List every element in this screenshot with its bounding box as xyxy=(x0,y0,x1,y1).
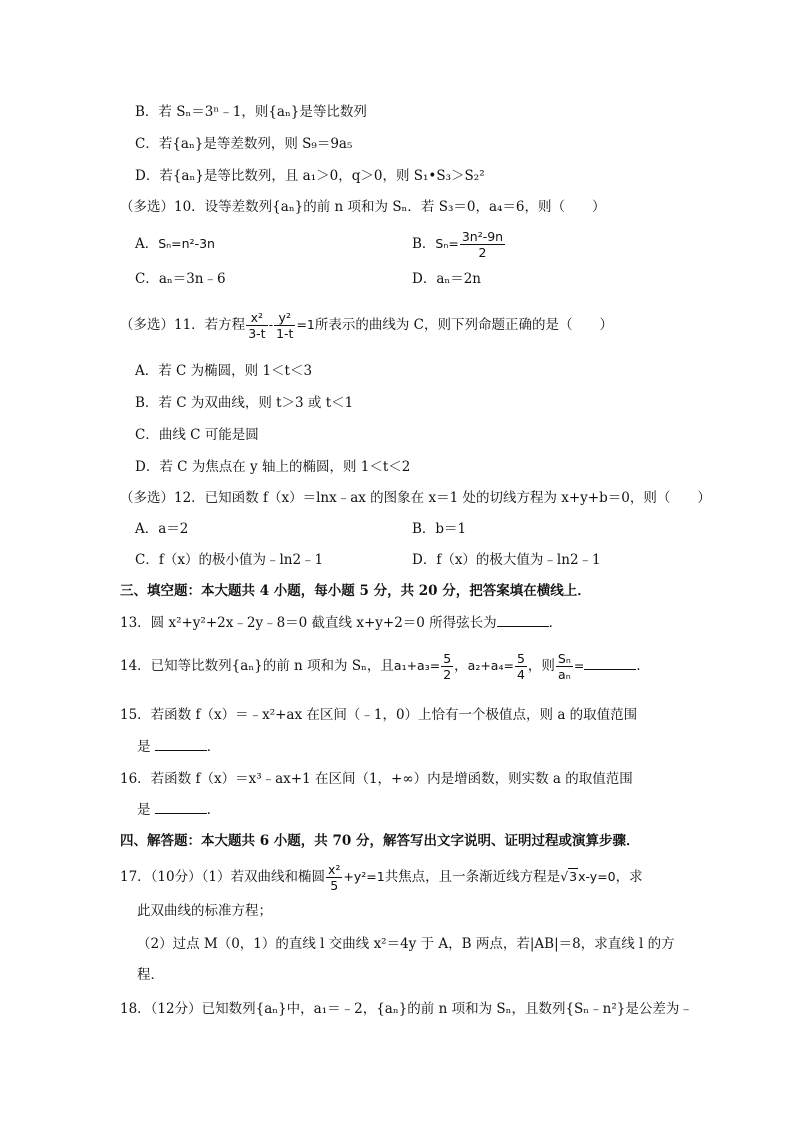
q18-line-1: 18．（12分）已知数列{aₙ}中，a₁＝﹣2，{aₙ}的前 n 项和为 Sₙ，且数列{Sₙ﹣n²}是公差为﹣ xyxy=(120,1001,693,1017)
section-3-heading: 三、填空题：本大题共 4 小题，每小题 5 分，共 20 分，把答案填在横线上． xyxy=(120,583,591,599)
q14-ratio: $\frac{\text{Sₙ}}{\text{aₙ}}$ xyxy=(557,651,571,682)
q10-b-fraction: $\frac{\text{3n²-9n}}{2}$ xyxy=(461,229,504,260)
q17-line-4: 程． xyxy=(137,967,164,983)
prev-option-c: C．若{aₙ}是等差数列，则 S₉＝9a₅ xyxy=(135,136,353,152)
q13-answer-blank xyxy=(497,614,549,627)
q11-option-a: A．若 C 为椭圆，则 1＜t＜3 xyxy=(135,363,313,379)
q10-option-a-math: Sₙ=n²-3n xyxy=(158,236,215,251)
q11-option-d: D．若 C 为焦点在 y 轴上的椭圆，则 1＜t＜2 xyxy=(135,459,411,475)
q11-stem: （多选）11．若方程 $\frac{\text{x²}}{3-t}$ - $\frac{\text{y²}}{1-t}$ =1所表示的曲线为 C，则下列命题正确的是（ ） xyxy=(120,310,614,341)
q17-line-3: （2）过点 M（0，1）的直线 l 交曲线 x²＝4y 于 A，B 两点，若|AB|＝8，求直线 l 的方 xyxy=(137,936,675,952)
q15-answer-blank xyxy=(155,738,207,751)
q10-option-c: C．aₙ＝3n﹣6 xyxy=(135,271,226,287)
q14-answer-blank xyxy=(584,657,636,670)
q16-line-1: 16．若函数 f（x）＝x³﹣ax+1 在区间（1，+∞）内是增函数，则实数 a 的取值范围 xyxy=(120,771,633,787)
prev-option-b: B．若 Sₙ＝3ⁿ﹣1，则{aₙ}是等比数列 xyxy=(135,104,367,120)
q10-stem: （多选）10．设等差数列{aₙ}的前 n 项和为 Sₙ．若 S₃＝0，a₄＝6，则（ ） xyxy=(120,199,606,215)
prev-option-d: D．若{aₙ}是等比数列，且 a₁＞0，q＞0，则 S₁•S₃＞S₂² xyxy=(135,168,485,184)
q17-line-2: 此双曲线的标准方程； xyxy=(137,903,272,919)
q16-line-2: 是 ． xyxy=(137,802,221,818)
q15-line-2: 是 ． xyxy=(137,739,221,755)
q14-fraction-1: $\frac{5}{2}$ xyxy=(443,651,452,682)
q12-option-a: A．a＝2 xyxy=(135,521,189,537)
q11-fraction-x: $\frac{\text{x²}}{3-t}$ xyxy=(248,310,266,341)
q10-option-b: B．Sₙ= $\frac{\text{3n²-9n}}{2}$ xyxy=(412,229,504,260)
q17-line-1: 17．（10分）（1）若双曲线和椭圆 $\frac{\text{x²}}{5}$ +y²=1共焦点，且一条渐近线方程是√3x-y=0，求 xyxy=(120,858,643,896)
q12-option-d: D．f（x）的极大值为﹣ln2﹣1 xyxy=(412,552,601,568)
q15-line-1: 15．若函数 f（x）＝﹣x²+ax 在区间（﹣1，0）上恰有一个极值点，则 a 的取值范围 xyxy=(120,707,638,723)
q11-option-c: C．曲线 C 可能是圆 xyxy=(135,427,259,443)
q10-option-a: A．Sₙ=n²-3n xyxy=(135,236,215,252)
q14-fraction-2: $\frac{5}{4}$ xyxy=(516,651,525,682)
q16-answer-blank xyxy=(155,801,207,814)
q14: 14．已知等比数列{aₙ}的前 n 项和为 Sₙ，且a₁+a₃= $\frac{5}{2}$ ，a₂+a₄= $\frac{5}{4}$ ，则 $\frac{\text{Sₙ}}{\text{aₙ}}$ = ． xyxy=(120,651,650,682)
sqrt-symbol: √3 xyxy=(560,869,578,884)
q12-stem: （多选）12．已知函数 f（x）＝lnx﹣ax 的图象在 x＝1 处的切线方程为 x+y+b＝0，则（ ） xyxy=(120,490,711,506)
q17-fraction: $\frac{\text{x²}}{5}$ xyxy=(327,862,341,893)
q13: 13．圆 x²+y²+2x﹣2y﹣8＝0 截直线 x+y+2＝0 所得弦长为 ． xyxy=(120,615,563,631)
q12-option-c: C．f（x）的极小值为﹣ln2﹣1 xyxy=(135,552,324,568)
q12-option-b: B．b＝1 xyxy=(412,521,467,537)
q11-fraction-y: $\frac{\text{y²}}{1-t}$ xyxy=(276,310,294,341)
q10-option-d: D．aₙ＝2n xyxy=(412,271,481,287)
section-4-heading: 四、解答题：本大题共 6 小题，共 70 分，解答写出文字说明、证明过程或演算步骤． xyxy=(120,833,640,849)
q11-option-b: B．若 C 为双曲线，则 t＞3 或 t＜1 xyxy=(135,395,354,411)
